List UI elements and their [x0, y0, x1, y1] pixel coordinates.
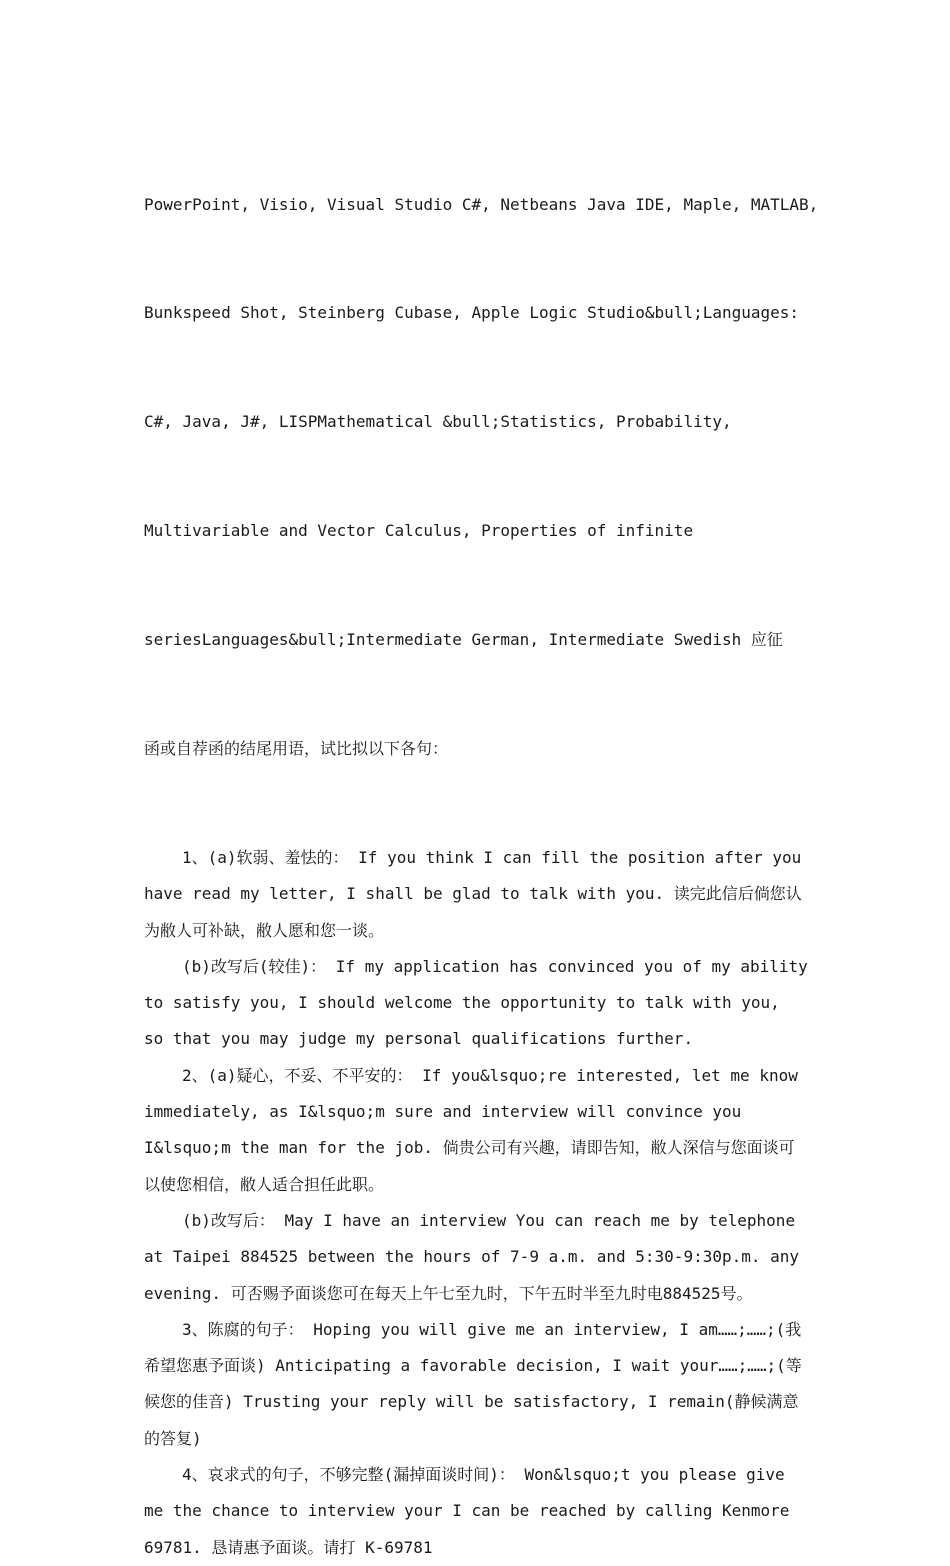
item-1a-paragraph: 1、(a)软弱、羞怯的： If you think I can fill the position after you have read my letter, I shall be glad to talk with you. 读完此信后倘您认为敝人可补缺，敝人愿和您一谈。	[144, 847, 811, 940]
item-4-paragraph: 4、哀求式的句子，不够完整(漏掉面谈时间)： Won&lsquo;t you please give me the chance to interview your I can be reached by calling Kenmore 69781. 恳请惠予面谈。请打 K-69781	[144, 1464, 800, 1557]
intro-line: 函或自荐函的结尾用语，试比拟以下各句：	[144, 739, 449, 759]
document-body	[144, 114, 819, 1566]
intro-paragraph	[144, 114, 819, 840]
item-3-paragraph: 3、陈腐的句子： Hoping you will give me an interview, I am……;……;(我希望您惠予面谈) Anticipating a favorable decision, I wait your……;……;(等候您的佳音) Trusting your reply will be satisfactory, I remain(静候满意的答复)	[144, 1319, 802, 1448]
item-2a-paragraph: 2、(a)疑心，不妥、不平安的： If you&lsquo;re interested, let me know immediately, as I&lsquo;m sure and interview will convince you I&lsquo;m the man for the job. 倘贵公司有兴趣，请即告知，敝人深信与您面谈可以使您相信，敝人适合担任此职。	[144, 1065, 808, 1194]
intro-line: C#, Java, J#, LISPMathematical &bull;Statistics, Probability,	[144, 412, 732, 432]
intro-line: Bunkspeed Shot, Steinberg Cubase, Apple Logic Studio&bull;Languages:	[144, 303, 800, 323]
intro-line: PowerPoint, Visio, Visual Studio C#, Netbeans Java IDE, Maple, MATLAB,	[144, 194, 819, 214]
item-2b-paragraph: (b)改写后： May I have an interview You can reach me by telephone at Taipei 884525 between the hours of 7-9 a.m. and 5:30-9:30p.m. any evening. 可否赐予面谈您可在每天上午七至九时，下午五时半至九时电884525号。	[144, 1210, 809, 1303]
intro-line: Multivariable and Vector Calculus, Properties of infinite	[144, 521, 694, 541]
intro-line: seriesLanguages&bull;Intermediate German, Intermediate Swedish 应征	[144, 630, 783, 650]
item-1b-paragraph: (b)改写后(较佳)： If my application has convinced you of my ability to satisfy you, I should welcome the opportunity to talk with you, so that you may judge my personal qualifications further.	[144, 956, 818, 1049]
